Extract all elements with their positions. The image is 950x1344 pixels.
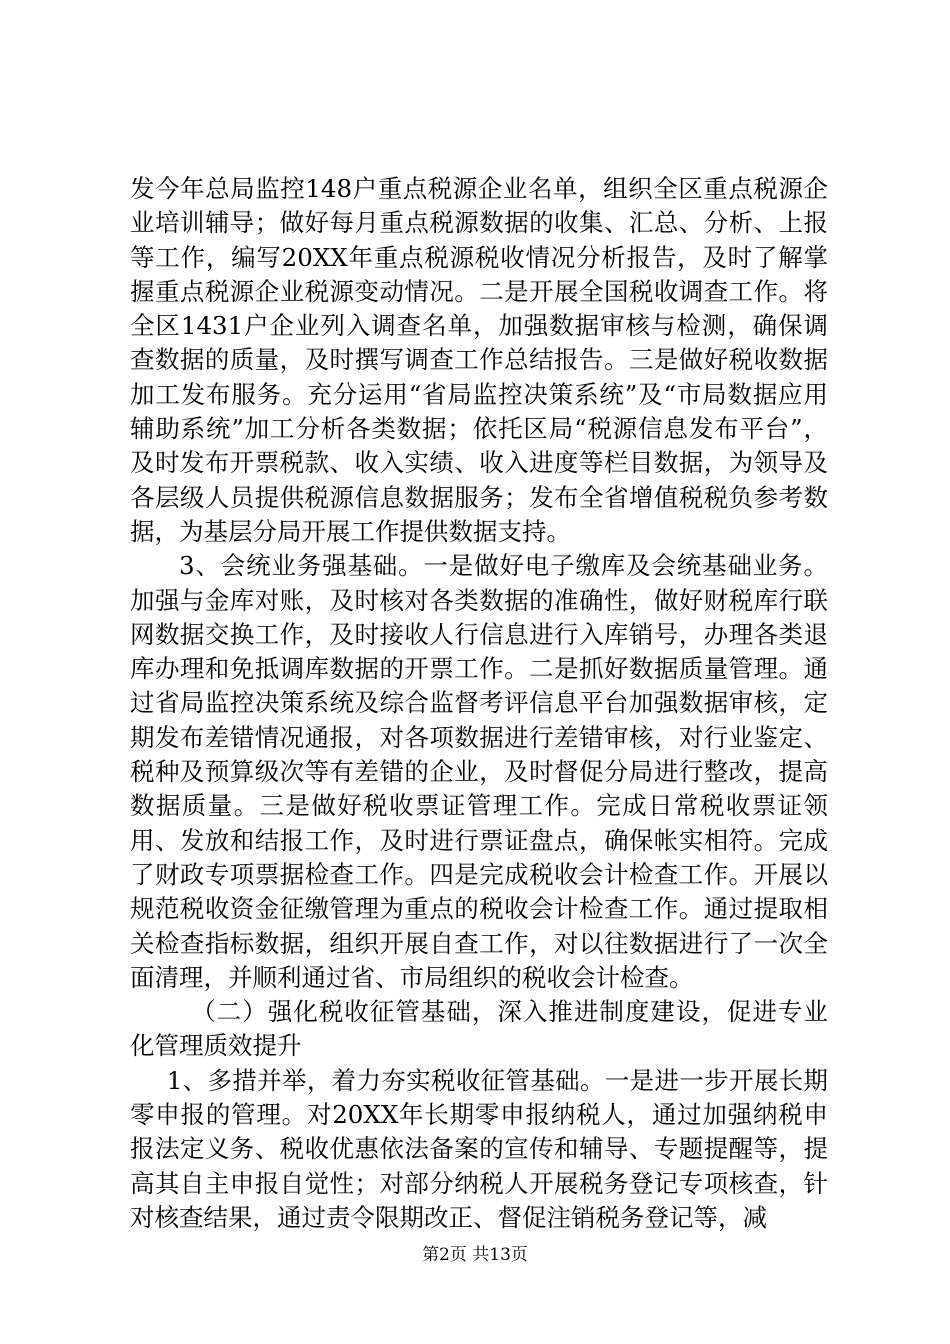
section-heading-collection-management: （二）强化税收征管基础，深入推进制度建设，促进专业化管理质效提升 [130,997,828,1061]
document-body [130,172,828,1235]
paragraph-accounting-statistics: 3、会统业务强基础。一是做好电子缴库及会统基础业务。加强与金库对账，及时核对各类数据的准确性，做好财税库行联网数据交换工作，及时接收人行信息进行入库销号，办理各类退库办理和免抵调库数据的开票工作。二是抓好数据质量管理。通过省局监控决策系统及综合监督考评信息平台加强数据审核，定期发布差错情况通报，对各项数据进行差错审核，对行业鉴定、税种及预算级次等有差错的企业，及时督促分局进行整改，提高数据质量。三是做好税收票证管理工作。完成日常税收票证领用、发放和结报工作，及时进行票证盘点，确保帐实相符。完成了财政专项票据检查工作。四是完成税收会计检查工作。开展以规范税收资金征缴管理为重点的税收会计检查工作。通过提取相关检查指标数据，组织开展自查工作，对以往数据进行了一次全面清理，并顺利通过省、市局组织的税收会计检查。 [130,551,828,992]
paragraph-tax-source-monitoring: 发今年总局监控148户重点税源企业名单，组织全区重点税源企业培训辅导；做好每月重点税源数据的收集、汇总、分析、上报等工作，编写20XX年重点税源税收情况分析报告，及时了解掌握重点税源企业税源变动情况。二是开展全国税收调查工作。将全区1431户企业列入调查名单，加强数据审核与检测，确保调查数据的质量，及时撰写调查工作总结报告。三是做好税收数据加工发布服务。充分运用“省局监控决策系统”及“市局数据应用辅助系统”加工分析各类数据；依托区局“税源信息发布平台”，及时发布开票税款、收入实绩、收入进度等栏目数据，为领导及各层级人员提供税源信息数据服务；发布全省增值税税负参考数据，为基层分局开展工作提供数据支持。 [130,174,828,546]
page-number: 第2页 共13页 [422,1245,528,1265]
page-footer [0,1244,950,1266]
paragraph-collection-foundation: 1、多措并举，着力夯实税收征管基础。一是进一步开展长期零申报的管理。对20XX年长期零申报纳税人，通过加强纳税申报法定义务、税收优惠依法备案的宣传和辅导、专题提醒等，提高其自主申报自觉性；对部分纳税人开展税务登记专项核查，针对核查结果，通过责令限期改正、督促注销税务登记等，减 [130,1065,828,1232]
